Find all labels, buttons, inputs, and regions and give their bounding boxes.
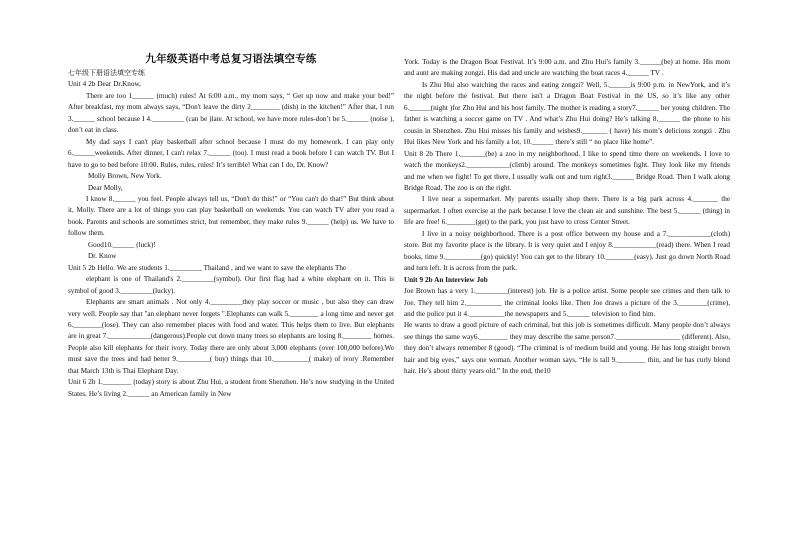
right-column: [404, 57, 730, 378]
paragraph: Unit 4 2b Dear Dr.Know,: [68, 80, 141, 89]
paragraph: Dear Molly,: [88, 183, 123, 192]
paragraph: Elephants are smart animals . Not only 4._________they play soccer or music , but also they can draw very well. People say that "an elephant never forgets ".Elephants can walk 5.________ a long time and never get 6.________(lose). They can also remember places with food and water. This helps them to live. But elephants are in great 7.____________(dangerous).People cut down many trees so elephants are losing 8.________ homes. People also kill elephants for their ivory. Today there are only about 3,000 elephants (over 100,000 before).We must save the trees and had better 9._________( buy) things that 10.__________( make) of ivory .Remember that March 13th is Thai Elephant Day.: [68, 298, 394, 375]
paragraph: Good10.______ (luck)!: [88, 240, 156, 249]
paragraph: Dr. Know: [88, 252, 117, 261]
paragraph: I live near a supermarket. My parents usually shop there. There is a big park across 4._______ the supermarket. I often exercise at the park because I love the clean air and sunshine. The best 5.______ (thing) in life are free! 6.________(get) to the park, you just have to cross Center Street.: [404, 195, 730, 227]
paragraph: Unit 9 2b An Interview Job: [404, 275, 488, 284]
left-column: [68, 68, 394, 400]
paragraph: Is Zhu Hui also watching the races and eating zongzi? Well, 5.______is 9:00 p.m. in NewYork, and it’s the night before the festival. But there isn't a Dragon Boat Festival in the US, so it’s like any other 6.______(night )for Zhu Hui and his host family. The mother is reading a story7.______ her young children. The father is watching a soccer game on TV . And what’s Zhu Hui doing? He’s talking 8.______ the phone to his cousin in Shenzhen. Zhu Hui misses his family and wishes9._______ ( have) his mom’s delicious zongzi . Zhu Hui likes New York and his family a lot, 10.______ there’s still “ no place like home”.: [404, 80, 730, 147]
paragraph: My dad says I can't play basketball after school because I must do my homework. I can play only 6.______weekends. After dinner, I can't relax 7.______ (too). I must read a book before I can watch TV. But I have to go to bed before 10:00. Rules, rules, rules! It’s terrible! What can I do, Dr. Know?: [68, 137, 394, 169]
paragraph: He wants to draw a good picture of each criminal, but this job is sometimes difficult. Many people don’t always see things the same way6.________ they may describe the same person7.__________________ (different). Also, they don’t always remember 8 (good). “The criminal is of medium build and young. He has long straight brown hair and big eyes,” says one woman. Another woman says, “He is tall 9.________ thin, and he has curly blond hair. He’s about thirty years old.” In the end, the10: [404, 321, 730, 376]
paragraph: There are too 1______ (much) rules! At 6:00 a.m., my mom says, “ Get up now and make your bed!” After breakfast, my mom always says, “Don't leave the dirty 2________ (dish) in the kitchen!” After that, I run 3.______ school because I 4._________ (can be )late. At school, we have more rules-don’t be 5.______ (noise ), don’t eat in class.: [68, 91, 394, 135]
paragraph: Unit 5 2b Hello. We are students 1._________ Thailand , and we want to save the elephants The: [68, 263, 347, 272]
paragraph: Joe Brown has a very 1._________(interest) job. He is a police artist. Some people see crimes and then talk to Joe. They tell him 2.__________ the criminal looks like. Then Joe draws a picture of the 3.________(crime), and the police put it 4.__________the newspapers and 5.______ television to find him.: [404, 287, 730, 318]
paragraph: Unit 8 2b There 1._______(be) a zoo in my neighborhood. I like to spend time there on weekends. I love to watch the monkeys2.____________(climb) around. The monkeys sometimes fight. They look like my friends and me when we fight! To get there, I usually walk out and turn right3.______ Bridge Road. Then I walk along Bridge Road. The zoo is on the right.: [404, 149, 730, 192]
paragraph: 七年级下册语法填空专练: [68, 69, 145, 77]
paragraph: York. Today is the Dragon Boat Festival. It’s 9:00 a.m. and Zhu Hui’s family 3.______(be) at home. His mom and aunt are making zongzi. His dad and uncle are watching the boat races 4.______ TV .: [404, 58, 730, 78]
paragraph: Molly Brown, New York.: [88, 172, 162, 181]
paragraph: I know 8.______ you feel. People always tell us, “Don't do this!” or “You can't do that!” But think about it, Molly. There are a lot of things you can play basketball on weekends. You can watch TV after you read a book. Parents and schools are sometimes strict, but remember, they make rules 9.______ (help) us. We have to follow them.: [68, 194, 394, 238]
paragraph: I live in a noisy neighborhood. There is a post office between my house and a 7.____________(cloth) store. But my favorite place is the library. It is very quiet and I enjoy 8.____________(read) there. When I read books, time 9.__________(go) quickly! You can get to the library 10.________(easy). Just go down North Road and turn left. It is across from the park.: [404, 229, 730, 273]
paragraph: Unit 6 2b 1.________ (today) story is about Zhu Hui, a student from Shenzhen. He’s now studying in the United States. He’s living 2.______ an American family in New: [68, 378, 394, 398]
paragraph: elephant is one of Thailand's 2._________(symbol). Our first flag had a white elephant on it. This is symbol of good 3._________(lucky).: [68, 275, 394, 295]
document-title: 九年级英语中考总复习语法填空专练: [145, 53, 317, 65]
